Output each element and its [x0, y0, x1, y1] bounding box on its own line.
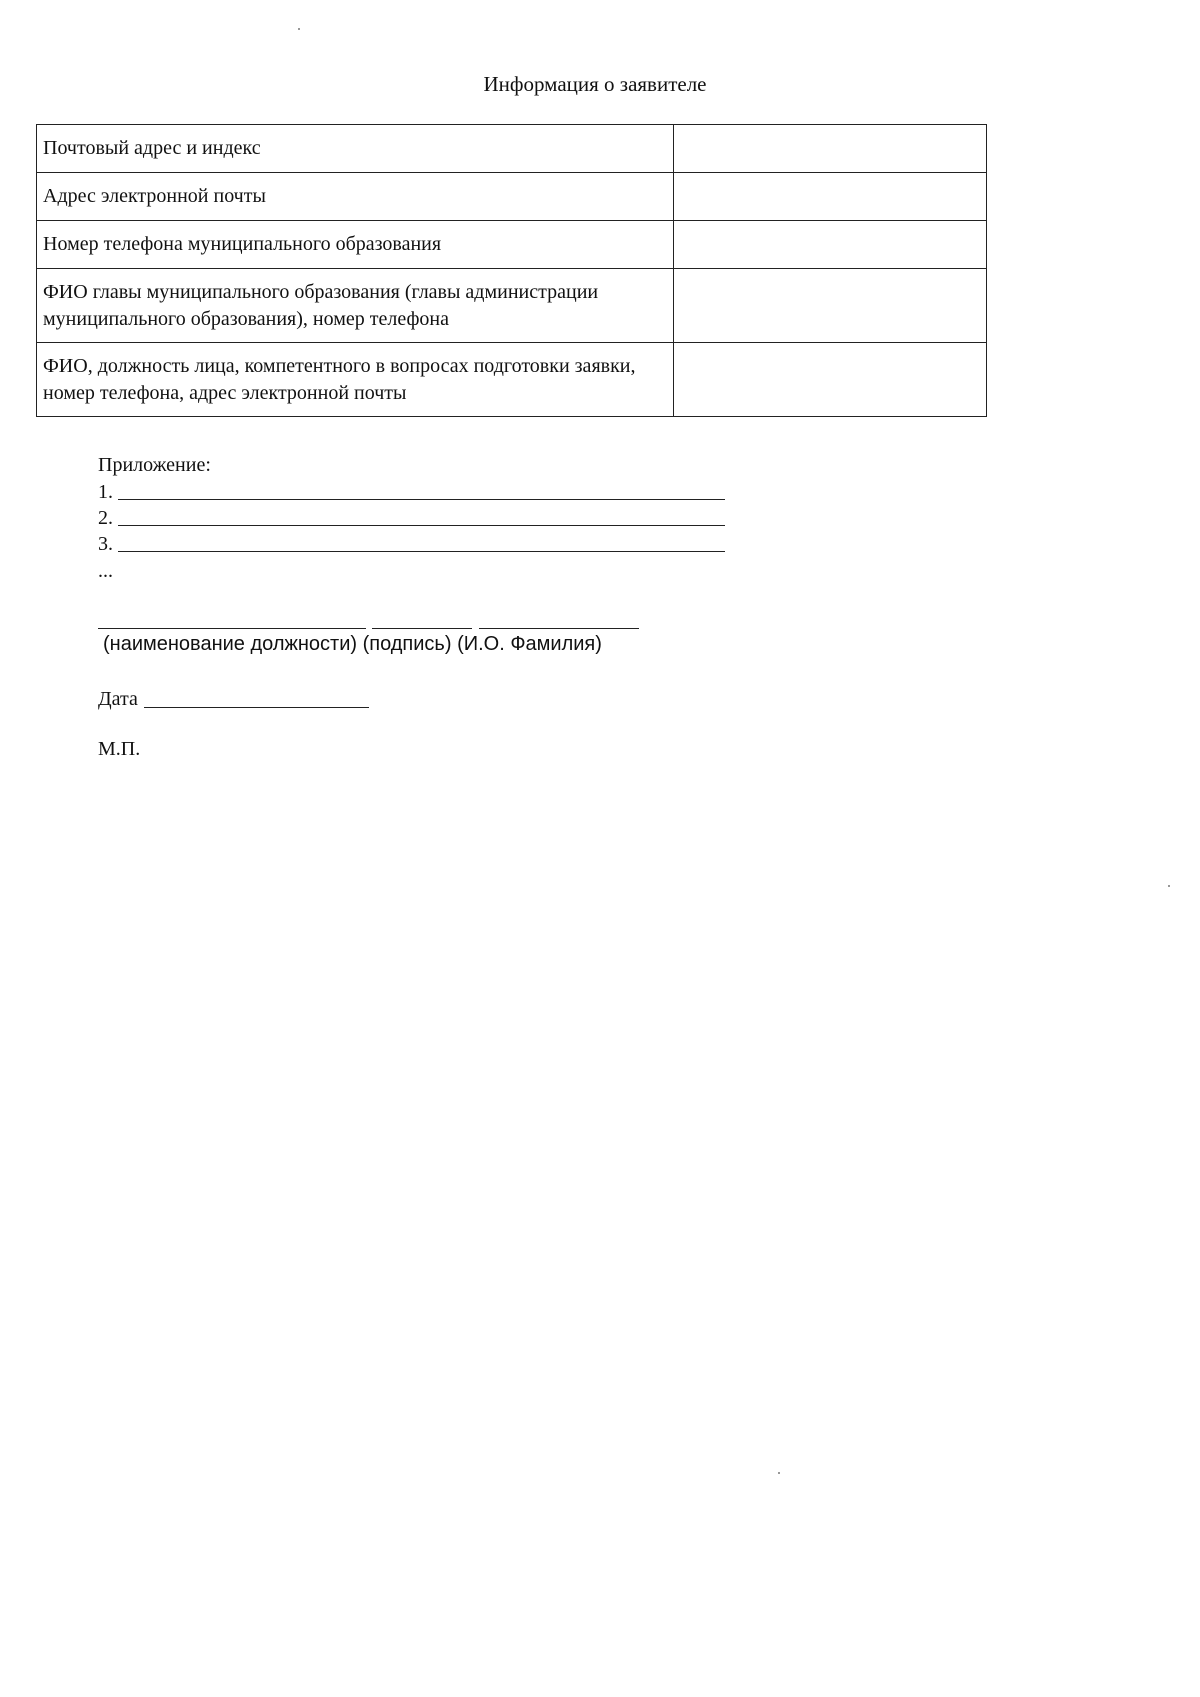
attachment-line	[98, 478, 725, 504]
document-title: Информация о заявителе	[483, 72, 707, 96]
date-row	[98, 688, 369, 711]
attachments-ellipsis: ...	[98, 560, 113, 582]
row-label-postal-address: Почтовый адрес и индекс	[37, 125, 674, 173]
date-blank[interactable]	[144, 706, 369, 708]
attachment-blank-3[interactable]	[118, 550, 725, 552]
row-value-email[interactable]	[674, 173, 987, 221]
scan-speck	[298, 28, 300, 30]
row-label-phone: Номер телефона муниципального образования	[37, 221, 674, 269]
applicant-info-table	[36, 124, 987, 417]
attachment-blank-2[interactable]	[118, 524, 725, 526]
attachment-line	[98, 504, 725, 530]
signature-blank[interactable]	[372, 628, 472, 629]
row-label-head-name: ФИО главы муниципального образования (главы администрации муниципального образования), номер телефона	[37, 269, 674, 343]
row-label-email: Адрес электронной почты	[37, 173, 674, 221]
row-value-postal-address[interactable]	[674, 125, 987, 173]
table-row	[37, 125, 987, 173]
table-row	[37, 173, 987, 221]
attachments-section	[98, 452, 725, 584]
position-blank[interactable]	[98, 628, 366, 629]
attachment-blank-1[interactable]	[118, 498, 725, 500]
attachment-number: 2.	[98, 507, 113, 529]
full-name-blank[interactable]	[479, 628, 639, 629]
attachments-heading: Приложение:	[98, 454, 211, 476]
table-row	[37, 269, 987, 343]
stamp-label: М.П.	[98, 738, 141, 760]
table-row	[37, 221, 987, 269]
scan-speck	[778, 1472, 780, 1474]
row-value-phone[interactable]	[674, 221, 987, 269]
row-value-head-name[interactable]	[674, 269, 987, 343]
table-row	[37, 343, 987, 417]
signature-caption: (наименование должности) (подпись) (И.О. Фамилия)	[103, 633, 602, 655]
row-label-contact-person: ФИО, должность лица, компетентного в вопросах подготовки заявки, номер телефона, адрес электронной почты	[37, 343, 674, 417]
attachment-line	[98, 530, 725, 556]
date-label: Дата	[98, 688, 138, 710]
attachment-number: 1.	[98, 481, 113, 503]
attachment-number: 3.	[98, 533, 113, 555]
scan-speck	[1168, 885, 1170, 887]
row-value-contact-person[interactable]	[674, 343, 987, 417]
